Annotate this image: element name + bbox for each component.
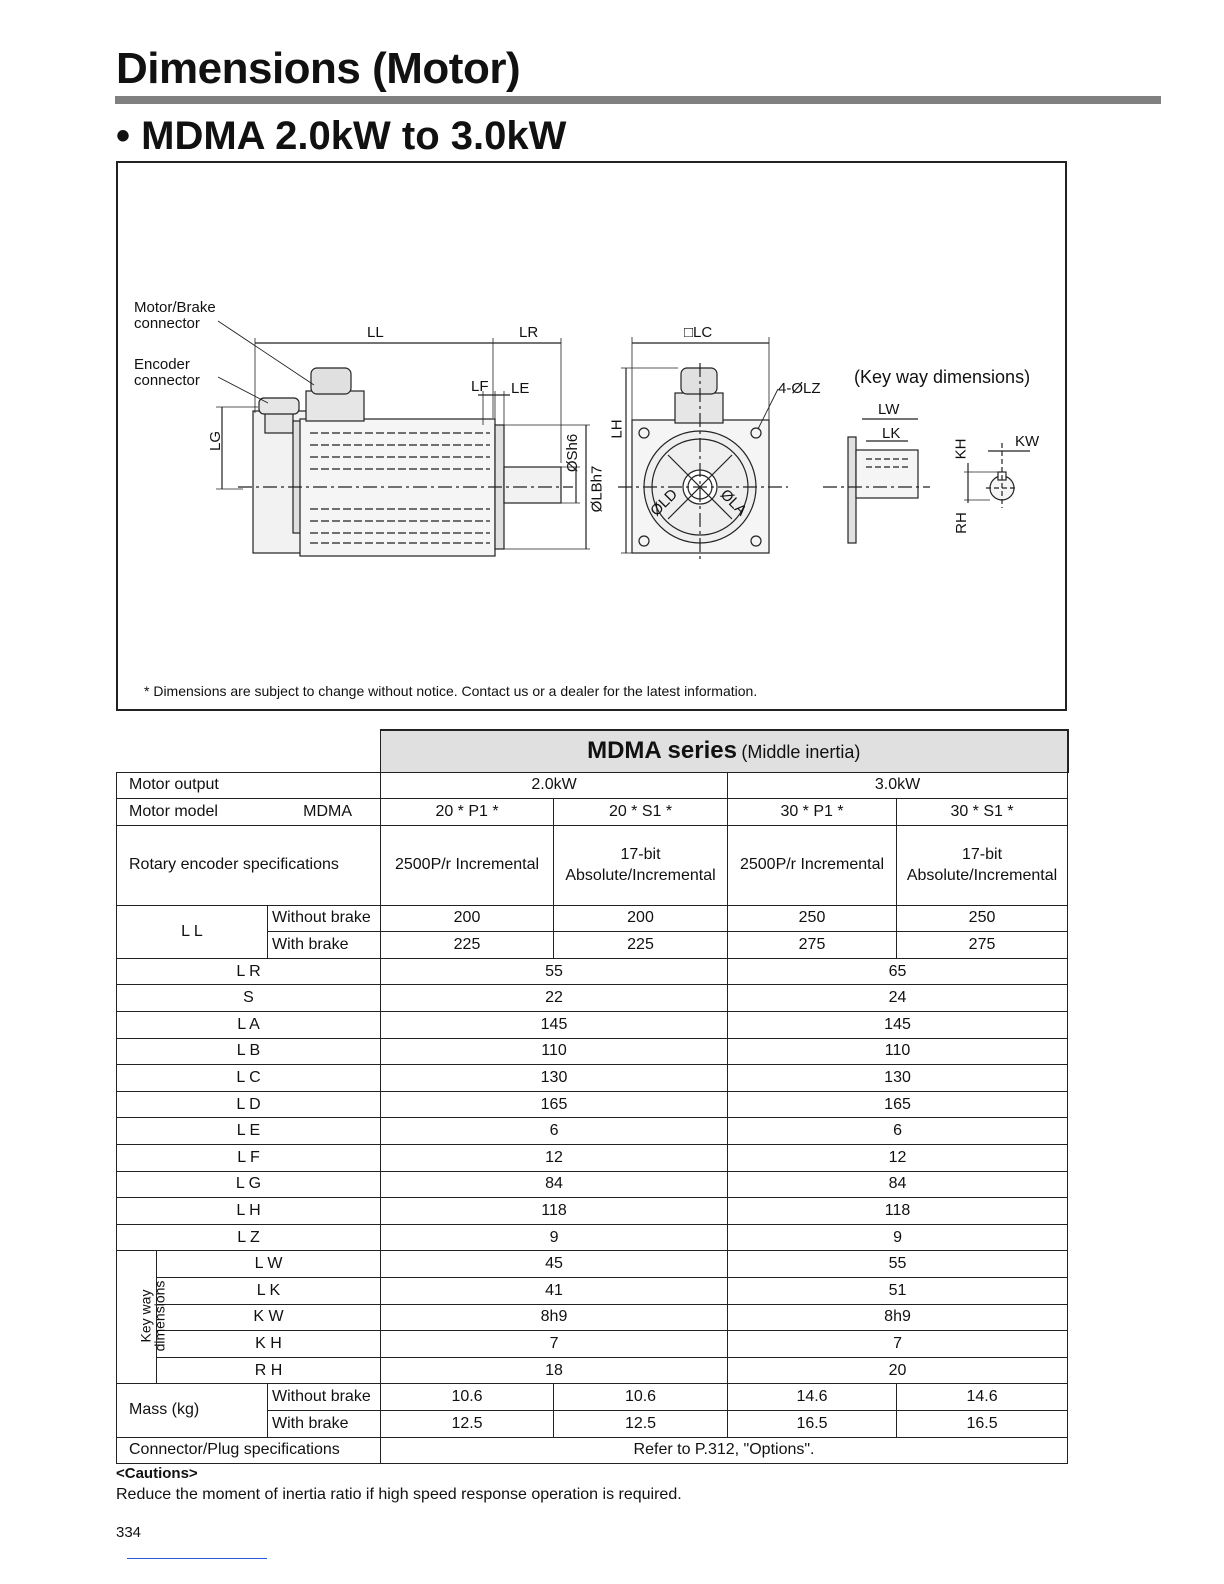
series-name: MDMA series bbox=[587, 737, 737, 765]
title-rule bbox=[115, 96, 1161, 104]
kh-label: KH bbox=[952, 438, 970, 460]
series-header-row bbox=[117, 730, 1068, 772]
motor-brake-connector-label: Motor/Brake connector bbox=[134, 299, 216, 332]
table-row: Motor output 2.0kW 3.0kW bbox=[117, 772, 1068, 799]
row-label: Motor output bbox=[117, 772, 381, 799]
row-label: Motor model MDMA bbox=[117, 799, 381, 826]
kw-label: KW bbox=[1015, 433, 1040, 450]
table-row: L G 84 84 bbox=[117, 1171, 1068, 1198]
series-header bbox=[381, 730, 1068, 772]
spec-table bbox=[116, 729, 1069, 1464]
page-number: 334 bbox=[116, 1524, 142, 1541]
rh-label: RH bbox=[952, 512, 970, 534]
la-label: ØLA bbox=[716, 486, 750, 520]
table-row: Motor model MDMA 20 * P1 * 20 * S1 * 30 * P1 * 30 * S1 * bbox=[117, 799, 1068, 826]
series-sub: (Middle inertia) bbox=[741, 742, 861, 763]
table-row: L F 12 12 bbox=[117, 1145, 1068, 1172]
lr-label: LR bbox=[519, 324, 539, 341]
keyway-view bbox=[823, 419, 1030, 543]
table-row: With brake 225 225 275 275 bbox=[117, 932, 1068, 959]
drawing-note: * Dimensions are subject to change without notice. Contact us or a dealer for the latest information. bbox=[144, 683, 758, 699]
motor-drawing-svg bbox=[118, 163, 1065, 709]
sh6-label: ØSh6 bbox=[564, 433, 582, 473]
cautions-text: Reduce the moment of inertia ratio if high speed response operation is required. bbox=[116, 1486, 682, 1503]
le-label: LE bbox=[511, 380, 530, 397]
table-row: Mass (kg) Without brake 10.6 10.6 14.6 14.6 bbox=[117, 1384, 1068, 1411]
lbh7-label: ØLBh7 bbox=[588, 465, 606, 513]
encoder-connector-label: Encoder connector bbox=[134, 356, 200, 389]
lz-label: 4-ØLZ bbox=[778, 380, 821, 397]
ld-label: ØLD bbox=[647, 485, 681, 520]
ll-label: LL bbox=[367, 324, 384, 341]
table-row: L Z 9 9 bbox=[117, 1224, 1068, 1251]
table-row: L L Without brake 200 200 250 250 bbox=[117, 905, 1068, 932]
table-row: Key way dimensions L W 45 55 bbox=[117, 1251, 1068, 1278]
table-row: R H 18 20 bbox=[117, 1357, 1068, 1384]
row-label: L L bbox=[117, 905, 268, 958]
lk-label: LK bbox=[882, 425, 901, 442]
row-label: Rotary encoder specifications bbox=[117, 825, 381, 905]
table-row: K H 7 7 bbox=[117, 1331, 1068, 1358]
table-row: K W 8h9 8h9 bbox=[117, 1304, 1068, 1331]
table-row: L C 130 130 bbox=[117, 1065, 1068, 1092]
section-subtitle: • MDMA 2.0kW to 3.0kW bbox=[116, 114, 567, 158]
lg-label: LG bbox=[207, 430, 225, 452]
row-label: Mass (kg) bbox=[117, 1384, 268, 1437]
lh-label: LH bbox=[608, 419, 626, 439]
side-view bbox=[216, 321, 590, 556]
lf-label: LF bbox=[471, 378, 489, 395]
lw-label: LW bbox=[878, 401, 900, 418]
table-row: Connector/Plug specifications Refer to P.312, "Options". bbox=[117, 1437, 1068, 1464]
table-row: L A 145 145 bbox=[117, 1012, 1068, 1039]
table-row: L H 118 118 bbox=[117, 1198, 1068, 1225]
footer-rule bbox=[127, 1558, 267, 1559]
table-row: L E 6 6 bbox=[117, 1118, 1068, 1145]
table-row: L D 165 165 bbox=[117, 1091, 1068, 1118]
table-row: S 22 24 bbox=[117, 985, 1068, 1012]
front-view bbox=[618, 337, 788, 563]
table-row: L B 110 110 bbox=[117, 1038, 1068, 1065]
lc-label: □LC bbox=[684, 324, 713, 341]
table-row: L R 55 65 bbox=[117, 958, 1068, 985]
table-row: L K 41 51 bbox=[117, 1278, 1068, 1305]
page-title: Dimensions (Motor) bbox=[116, 44, 521, 93]
cautions-title: <Cautions> bbox=[116, 1465, 198, 1482]
table-row: With brake 12.5 12.5 16.5 16.5 bbox=[117, 1410, 1068, 1437]
table-row: Rotary encoder specifications 2500P/r Incremental 17-bit Absolute/Incremental 2500P/r Incremental 17-bit Absolute/Incremental bbox=[117, 825, 1068, 905]
keyway-title: (Key way dimensions) bbox=[854, 367, 1031, 387]
dimension-drawing bbox=[116, 161, 1067, 711]
row-label: Connector/Plug specifications bbox=[117, 1437, 381, 1464]
keyway-group-label: Key way dimensions bbox=[117, 1251, 157, 1384]
